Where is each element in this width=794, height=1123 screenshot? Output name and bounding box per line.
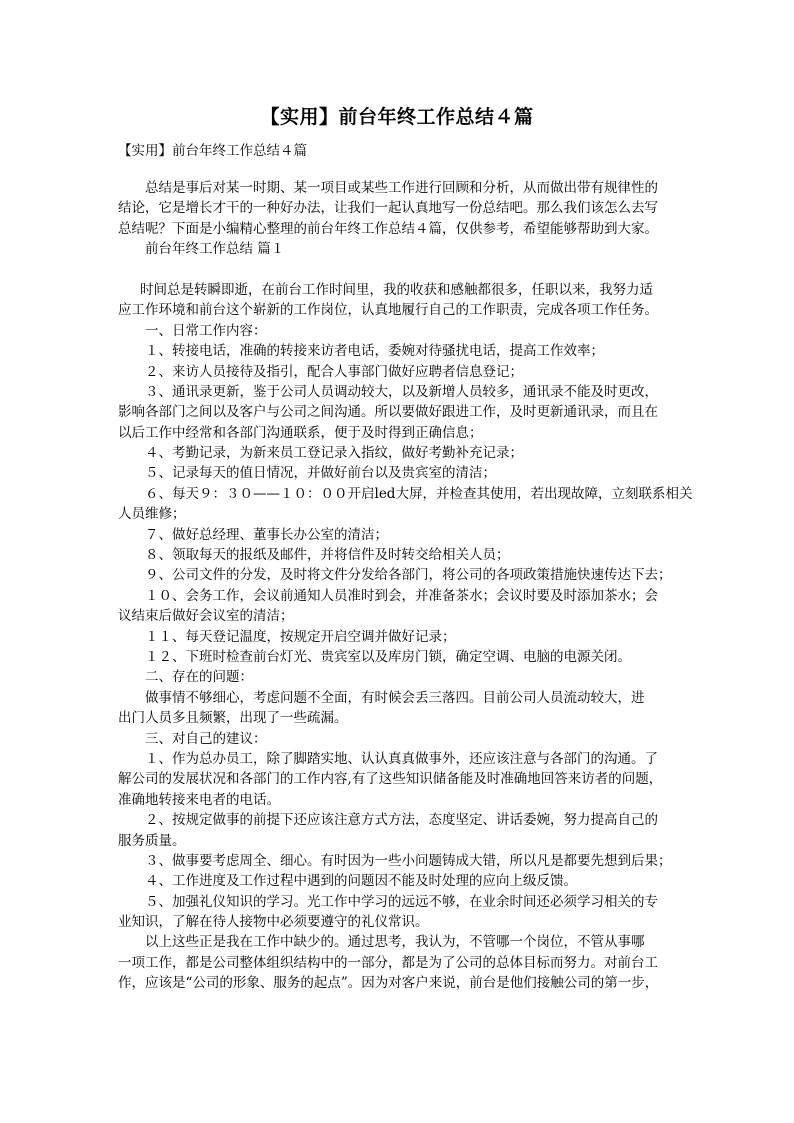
text-line: 议结束后做好会议室的清洁； [118, 608, 294, 625]
text-line: 总结是事后对某一时期、某一项目或某些工作进行回顾和分析，从而做出带有规律性的 [145, 180, 658, 196]
text-line: １０、会务工作，会议前通知人员准时到会，并准备茶水；会议时要及时添加茶水；会 [145, 587, 658, 604]
text-line: ２、按规定做事的前提下还应该注意方式方法，态度坚定、讲话委婉，努力提高自己的 [145, 812, 658, 829]
text-line: ６、每天９：３０——１０：００开启led大屏，并检查其使用，若出现故障，立刻联系相关 [145, 485, 693, 502]
text-line: 解公司的发展状况和各部门的工作内容,有了这些知识储备能及时准确地回答来访者的问题， [118, 771, 663, 788]
text-line: １、转接电话，准确的转接来访者电话，委婉对待骚扰电话，提高工作效率； [145, 343, 604, 360]
text-line: １１、每天登记温度，按规定开启空调并做好记录； [145, 628, 456, 645]
document-body [118, 178, 693, 994]
text-line: 以上这些正是我在工作中缺少的。通过思考，我认为，不管哪一个岗位，不管从事哪 [145, 934, 645, 951]
text-line: ９、公司文件的分发，及时将文件分发给各部门，将公司的各项政策措施快速传达下去； [145, 567, 672, 584]
text-line: 三、对自己的建议： [145, 730, 267, 747]
text-line: 一项工作，都是公司整体组织结构中的一部分，都是为了公司的总体目标而努力。对前台工 [118, 954, 658, 971]
text-line: 影响各部门之间以及客户与公司之间沟通。所以要做好跟进工作，及时更新通讯录，而且在 [118, 404, 658, 421]
text-line: 业知识，了解在待人接物中必须要遵守的礼仪常识。 [118, 914, 429, 931]
text-line: 做事情不够细心，考虑问题不全面，有时候会丢三落四。目前公司人员流动较大，进 [145, 689, 645, 706]
section-heading: 前台年终工作总结 篇１ [145, 241, 285, 258]
text-line: ８、领取每天的报纸及邮件，并将信件及时转交给相关人员； [145, 547, 510, 564]
text-line: 时间总是转瞬即逝，在前台工作时间里，我的收获和感触都很多，任职以来，我努力适 [140, 281, 653, 298]
document-subtitle: 【实用】前台年终工作总结４篇 [118, 143, 307, 159]
text-line: 人员维修； [118, 506, 186, 523]
blank-line [118, 260, 678, 280]
text-line: ５、记录每天的值日情况，并做好前台以及贵宾室的清洁； [145, 465, 496, 482]
text-line: １２、下班时检查前台灯光、贵宾室以及库房门锁，确定空调、电脑的电源关闭。 [145, 648, 631, 665]
document-title: 【实用】前台年终工作总结４篇 [260, 106, 534, 128]
text-line: ２、来访人员接待及指引，配合人事部门做好应聘者信息登记； [145, 363, 523, 380]
text-line: ３、做事要考虑周全、细心。有时因为一些小问题铸成大错，所以凡是都要先想到后果； [145, 852, 672, 869]
text-line: 二、存在的问题： [145, 669, 253, 686]
text-line: 以后工作中经常和各部门沟通联系，便于及时得到正确信息； [118, 424, 483, 441]
text-line: ７、做好总经理、董事长办公室的清洁； [145, 526, 388, 543]
text-line: １、作为总办员工，除了脚踏实地、认认真真做事外，还应该注意与各部门的沟通。了 [145, 750, 658, 767]
text-line: ４、考勤记录，为新来员工登记录入指纹，做好考勤补充记录； [145, 445, 523, 462]
text-line: 作，应该是“公司的形象、服务的起点”。因为对客户来说，前台是他们接触公司的第一步， [118, 975, 659, 992]
text-line: 总结呢？下面是小编精心整理的前台年终工作总结４篇，仅供参考，希望能够帮助到大家。 [118, 220, 658, 237]
text-line: 出门人员多且频繁，出现了一些疏漏。 [118, 710, 348, 727]
text-line: 准确地转接来电者的电话。 [118, 791, 280, 808]
text-line: ５、加强礼仪知识的学习。光工作中学习的远远不够，在业余时间还必须学习相关的专 [145, 893, 658, 910]
text-line: 服务质量。 [118, 832, 186, 849]
text-line: 一、日常工作内容： [145, 322, 267, 339]
text-line: ４、工作进度及工作过程中遇到的问题因不能及时处理的应向上级反馈。 [145, 873, 577, 890]
text-line: 应工作环境和前台这个崭新的工作岗位，认真地履行自己的工作职责，完成各项工作任务。 [118, 302, 658, 319]
text-line: 结论，它是增长才干的一种好办法，让我们一起认真地写一份总结吧。那么我们该怎么去写 [118, 200, 658, 217]
text-line: ３、通讯录更新，鉴于公司人员调动较大，以及新增人员较多，通讯录不能及时更改， [145, 383, 658, 400]
